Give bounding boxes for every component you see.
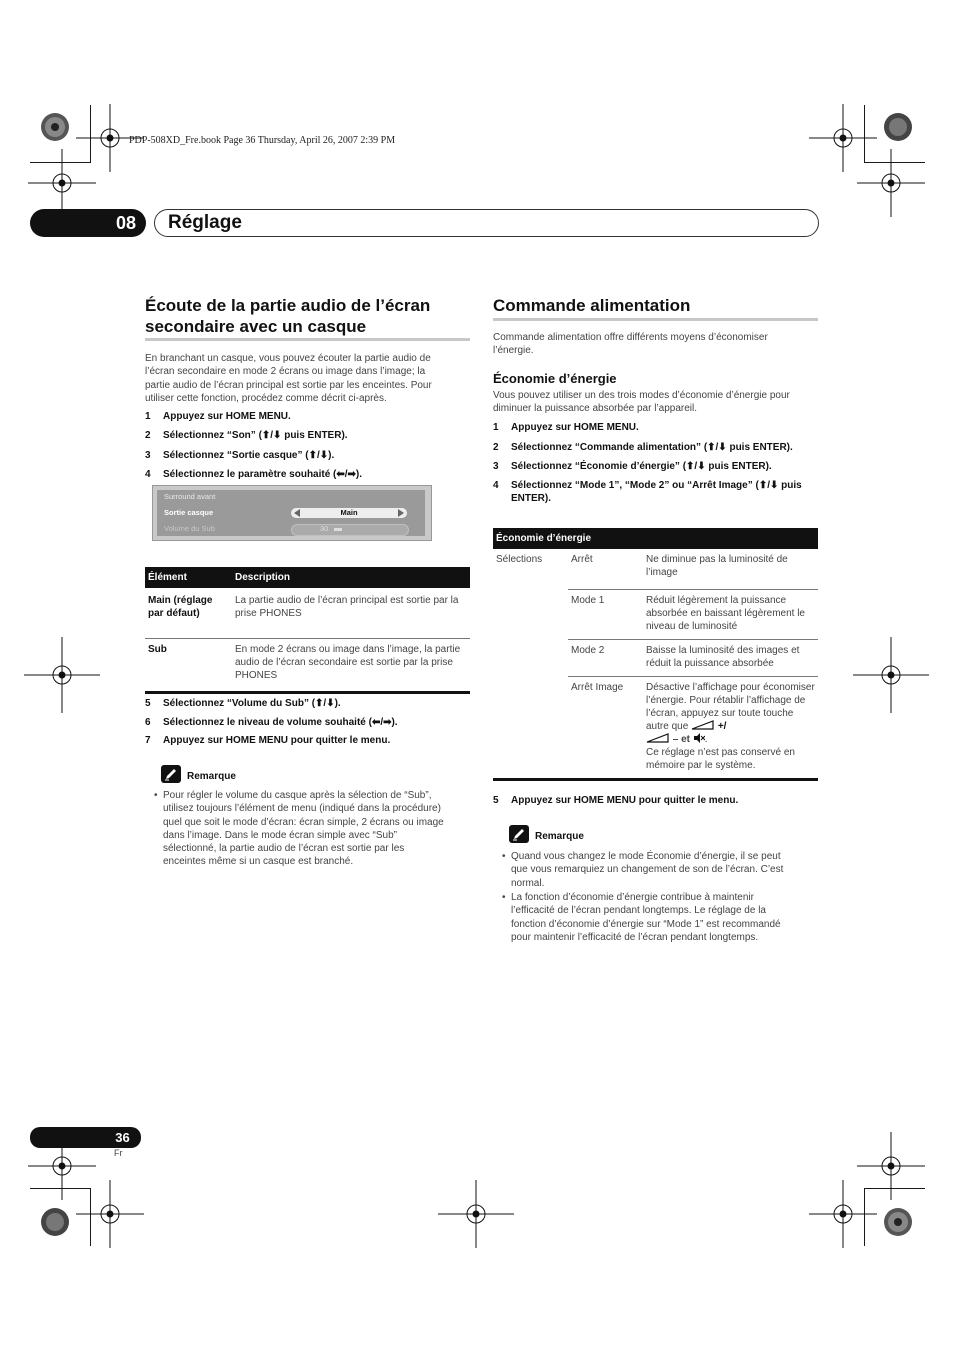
subheading: Économie d’énergie bbox=[493, 371, 617, 386]
table-cell-item: Sub bbox=[148, 644, 167, 655]
color-wheel-icon bbox=[884, 113, 912, 141]
table-header: Économie d’énergie bbox=[493, 528, 818, 549]
mute-icon bbox=[693, 733, 705, 743]
osd-volume-slider bbox=[291, 524, 409, 536]
table-cell-desc: En mode 2 écrans ou image dans l’image, la partie audio de l’écran secondaire est sortie par la prise PHONES bbox=[235, 644, 461, 681]
section-heading-right: Commande alimentation bbox=[493, 296, 691, 315]
table-header-element: Élément bbox=[145, 567, 232, 588]
note-bullet: • Quand vous changez le mode Économie d’énergie, il se peut que vous remarquiez un changement de son de l’écran. C’est normal. bbox=[511, 850, 821, 890]
table-cell-desc: Réduit légèrement la puissance absorbée en baissant légèrement le niveau de luminosité bbox=[643, 589, 818, 639]
note-label: Remarque bbox=[535, 831, 584, 842]
volume-level-bar bbox=[334, 528, 342, 531]
element-description-table bbox=[145, 567, 470, 694]
chapter-bar bbox=[154, 209, 819, 237]
registration-target-icon bbox=[438, 1180, 514, 1248]
table-row bbox=[493, 639, 818, 676]
note-bullet: • Pour régler le volume du casque après la sélection de “Sub”, utilisez toujours l’élément de menu (indiqué dans la procédure) quel que soit le mode d’écran: écran simple, 2 écrans ou image dans l’image. Dans le mode écran simple avec “Sub” sélectionné, la partie audio de l’écran est sortie par les enceintes même si un casque est branché. bbox=[163, 789, 475, 869]
table-cell-desc: Baisse la luminosité des images et réduit la puissance absorbée bbox=[643, 639, 818, 676]
table-cell-desc: Ne diminue pas la luminosité de l’image bbox=[643, 549, 818, 589]
registration-target-icon bbox=[857, 149, 925, 217]
arrow-right-icon bbox=[397, 509, 405, 517]
intro-paragraph: En branchant un casque, vous pouvez écouter la partie audio de l’écran secondaire en mode 2 écrans ou image dans l’image; la partie audio de l’écran principal est sortie par les enceintes. Pour utiliser cette fonction, procédez comme décrit ci-après. bbox=[145, 353, 432, 404]
osd-volume-value: 30 bbox=[320, 524, 329, 533]
table-header-description: Description bbox=[232, 567, 470, 588]
power-saving-table bbox=[493, 528, 818, 781]
note-bullet: • La fonction d’économie d’énergie contribue à maintenir l’efficacité de l’écran pendant longtemps. Le réglage de la fonction d’économie d’énergie sur “Mode 1” est recommandé pour maintenir l’efficacité de l’écran pendant longtemps. bbox=[511, 891, 821, 944]
page-number: 36 bbox=[115, 1130, 130, 1145]
volume-up-icon bbox=[691, 720, 715, 730]
osd-menu-screenshot bbox=[152, 485, 432, 541]
color-wheel-icon bbox=[41, 1208, 69, 1236]
osd-item-volume-sub: Volume du Sub bbox=[164, 524, 215, 533]
table-row bbox=[145, 639, 470, 693]
table-cell-option: Mode 1 bbox=[568, 589, 643, 639]
registration-target-icon bbox=[24, 637, 100, 713]
note-label: Remarque bbox=[187, 771, 236, 782]
volume-down-icon bbox=[646, 733, 670, 743]
table-cell-option: Arrêt Image bbox=[571, 681, 624, 693]
osd-selector bbox=[291, 508, 407, 518]
table-cell-desc: La partie audio de l’écran principal est sortie par la prise PHONES bbox=[235, 595, 459, 619]
table-group-label: Sélections bbox=[496, 554, 543, 565]
color-wheel-icon bbox=[41, 113, 69, 141]
registration-target-icon bbox=[857, 1132, 925, 1200]
osd-selected-value: Main bbox=[340, 508, 358, 517]
section-heading-left: Écoute de la partie audio de l’écran secondaire avec un casque bbox=[145, 296, 431, 336]
table-cell-option: Mode 2 bbox=[568, 639, 643, 676]
intro-paragraph: Commande alimentation offre différents moyens d’économiser l’énergie. bbox=[493, 332, 768, 357]
chapter-number: 08 bbox=[115, 213, 137, 233]
heading-rule bbox=[493, 318, 818, 321]
table-cell-option: Arrêt bbox=[568, 549, 643, 589]
registration-target-icon bbox=[809, 104, 877, 172]
table-row bbox=[493, 549, 818, 589]
table-cell-item: Main (réglage par défaut) bbox=[148, 595, 213, 619]
osd-item-surround: Surround avant bbox=[164, 492, 216, 501]
registration-target-icon bbox=[76, 1180, 144, 1248]
arrow-left-icon bbox=[293, 509, 301, 517]
sub-intro-paragraph: Vous pouvez utiliser un des trois modes d’économie d’énergie pour diminuer la puissance absorbée par l’appareil. bbox=[493, 390, 790, 415]
table-row bbox=[145, 588, 470, 639]
table-row bbox=[493, 589, 818, 639]
registration-target-icon bbox=[853, 637, 929, 713]
registration-target-icon bbox=[28, 149, 96, 217]
registration-target-icon bbox=[809, 1180, 877, 1248]
heading-rule bbox=[145, 338, 470, 341]
color-wheel-icon bbox=[884, 1208, 912, 1236]
table-row bbox=[493, 676, 818, 780]
osd-item-sortie-casque: Sortie casque bbox=[164, 508, 214, 517]
table-cell-desc: Désactive l’affichage pour économiser l’énergie. Pour rétablir l’affichage de l’écran, appuyez sur toute touche autre que +/ – et . Ce réglage n’est pas conservé en mémoire par le système. bbox=[646, 681, 815, 771]
print-header: PDP-508XD_Fre.book Page 36 Thursday, April 26, 2007 2:39 PM bbox=[129, 135, 396, 146]
note-pencil-icon bbox=[161, 765, 181, 783]
note-pencil-icon bbox=[509, 825, 529, 843]
chapter-title: Réglage bbox=[168, 212, 242, 233]
language-code: Fr bbox=[114, 1148, 123, 1158]
